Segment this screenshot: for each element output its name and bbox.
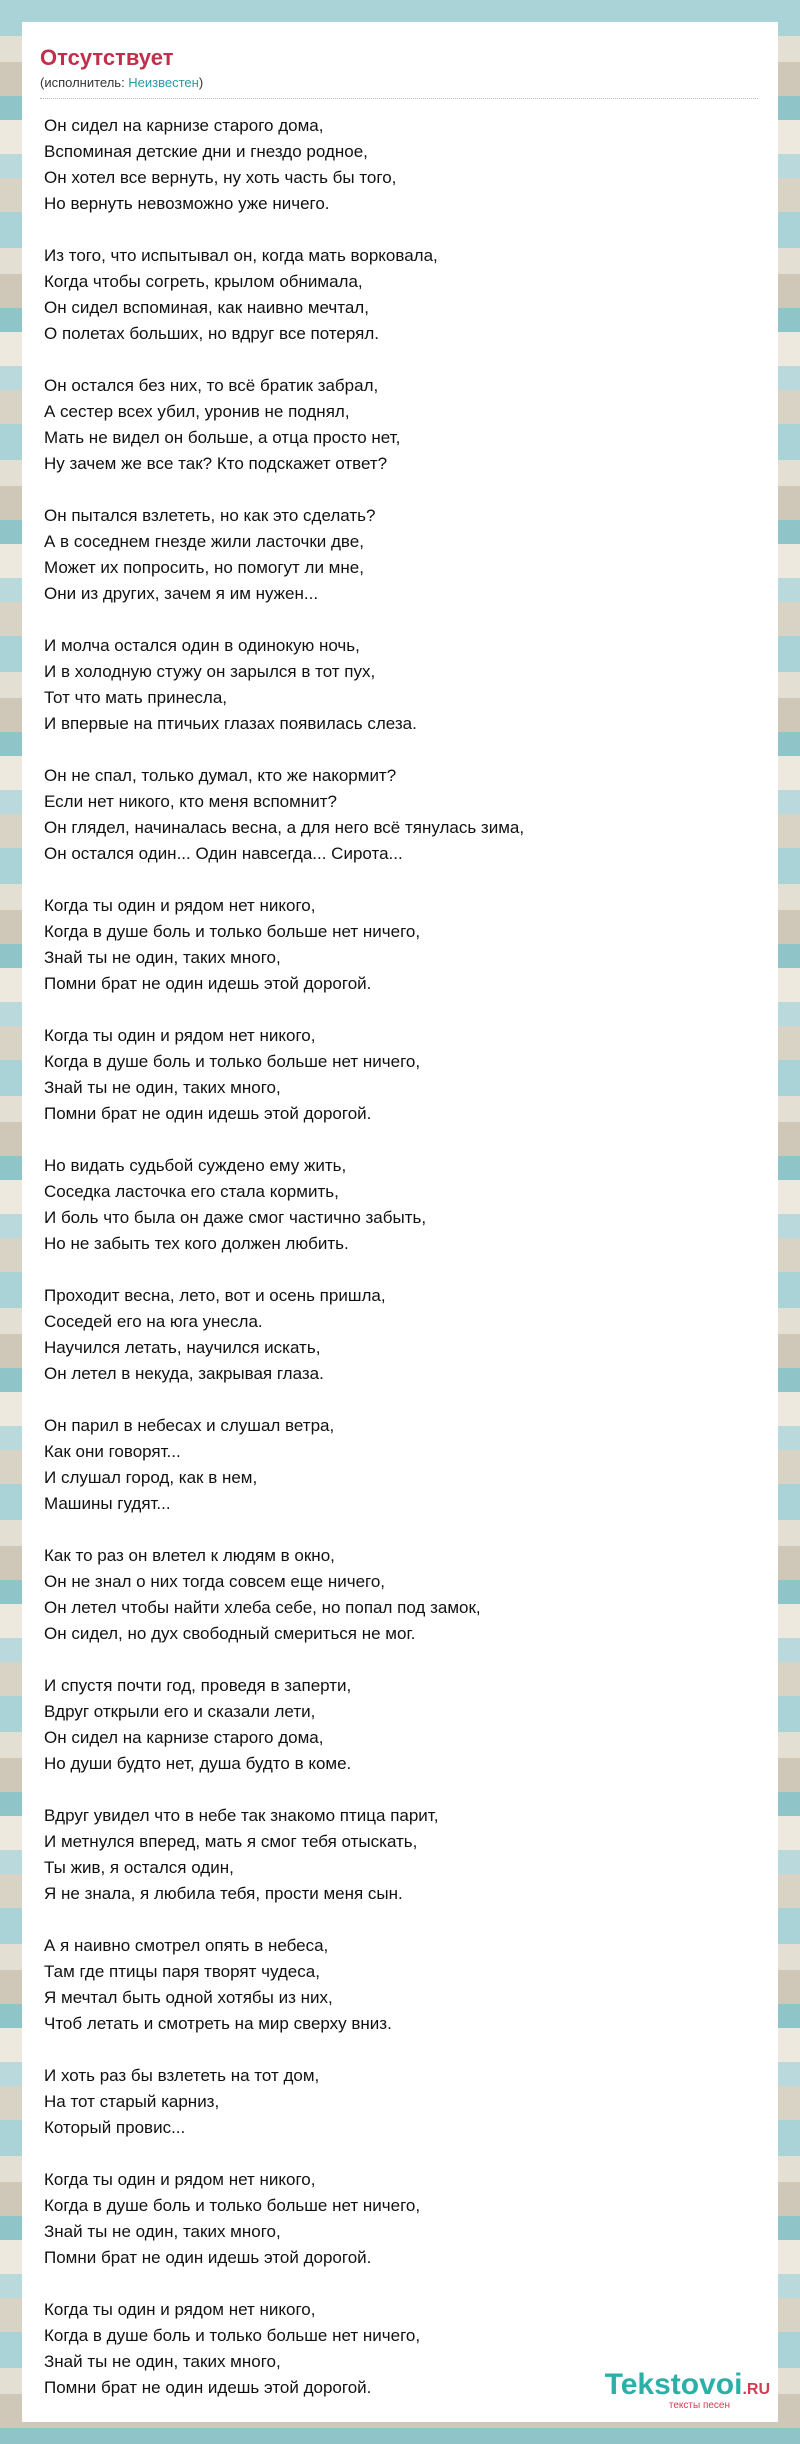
lyrics-stanza xyxy=(44,243,758,347)
lyrics-line: А в соседнем гнезде жили ласточки две, xyxy=(44,532,364,551)
lyrics-line: А я наивно смотрел опять в небеса, xyxy=(44,1936,329,1955)
lyrics-line: И молча остался один в одинокую ночь, xyxy=(44,636,360,655)
lyrics-line: Из того, что испытывал он, когда мать ворковала, xyxy=(44,246,438,265)
lyrics-line: Когда в душе боль и только больше нет ничего, xyxy=(44,1052,421,1071)
lyrics-stanza xyxy=(44,373,758,477)
title-divider xyxy=(40,98,758,99)
lyrics-line: Знай ты не один, таких много, xyxy=(44,2222,281,2241)
lyrics-line: Когда чтобы согреть, крылом обнимала, xyxy=(44,272,363,291)
lyrics-line: И хоть раз бы взлететь на тот дом, xyxy=(44,2066,320,2085)
lyrics-stanza xyxy=(44,1413,758,1517)
song-title: Отсутствует xyxy=(40,45,174,70)
lyrics-stanza xyxy=(44,1803,758,1907)
lyrics-line: Он не знал о них тогда совсем еще ничего, xyxy=(44,1572,386,1591)
lyrics-line: Когда ты один и рядом нет никого, xyxy=(44,2170,316,2189)
lyrics-line: Может их попросить, но помогут ли мне, xyxy=(44,558,364,577)
lyrics-line: Соседей его на юга унесла. xyxy=(44,1312,263,1331)
lyrics-line: Тот что мать принесла, xyxy=(44,688,228,707)
lyrics-line: Он летел в некуда, закрывая глаза. xyxy=(44,1364,324,1383)
lyrics-stanza xyxy=(44,1283,758,1387)
lyrics-line: Но не забыть тех кого должен любить. xyxy=(44,1234,349,1253)
lyrics-line: И спустя почти год, проведя в заперти, xyxy=(44,1676,352,1695)
lyrics-line: И метнулся вперед, мать я смог тебя отыскать, xyxy=(44,1832,418,1851)
lyrics-line: Он сидел на карнизе старого дома, xyxy=(44,1728,324,1747)
lyrics-line: Он парил в небесах и слушал ветра, xyxy=(44,1416,335,1435)
lyrics-line: Помни брат не один идешь этой дорогой. xyxy=(44,2378,372,2397)
lyrics-line: Научился летать, научился искать, xyxy=(44,1338,321,1357)
lyrics-line: Мать не видел он больше, а отца просто нет, xyxy=(44,428,401,447)
lyrics-line: Машины гудят... xyxy=(44,1494,171,1513)
logo-name: Tekstovoi xyxy=(604,2368,743,2401)
lyrics-line: Знай ты не один, таких много, xyxy=(44,1078,281,1097)
lyrics-stanza xyxy=(44,1153,758,1257)
logo-tagline: тексты песен xyxy=(668,2400,730,2411)
lyrics-line: Ты жив, я остался один, xyxy=(44,1858,234,1877)
lyrics-stanza xyxy=(44,1023,758,1127)
lyrics-line: И слушал город, как в нем, xyxy=(44,1468,258,1487)
lyrics-line: Но видать судьбой суждено ему жить, xyxy=(44,1156,347,1175)
lyrics-line: Я мечтал быть одной хотябы из них, xyxy=(44,1988,333,2007)
lyrics-line: Когда ты один и рядом нет никого, xyxy=(44,2300,316,2319)
lyrics-line: Он глядел, начиналась весна, а для него всё тянулась зима, xyxy=(44,818,525,837)
lyrics-line: Соседка ласточка его стала кормить, xyxy=(44,1182,339,1201)
lyrics-body xyxy=(40,113,758,2401)
lyrics-stanza xyxy=(44,893,758,997)
lyrics-line: О полетах больших, но вдруг все потерял. xyxy=(44,324,379,343)
lyrics-stanza xyxy=(44,503,758,607)
lyrics-line: Проходит весна, лето, вот и осень пришла, xyxy=(44,1286,386,1305)
lyrics-card xyxy=(22,22,778,2422)
lyrics-line: А сестер всех убил, уронив не поднял, xyxy=(44,402,350,421)
lyrics-line: Когда ты один и рядом нет никого, xyxy=(44,1026,316,1045)
lyrics-line: Он пытался взлететь, но как это сделать? xyxy=(44,506,376,525)
logo-tld: .RU xyxy=(742,2381,770,2398)
lyrics-line: Вдруг открыли его и сказали лети, xyxy=(44,1702,316,1721)
lyrics-line: На тот старый карниз, xyxy=(44,2092,220,2111)
lyrics-line: Ну зачем же все так? Кто подскажет ответ? xyxy=(44,454,388,473)
lyrics-line: Когда в душе боль и только больше нет ничего, xyxy=(44,922,421,941)
lyrics-line: Когда ты один и рядом нет никого, xyxy=(44,896,316,915)
lyrics-line: Но вернуть невозможно уже ничего. xyxy=(44,194,330,213)
lyrics-line: Чтоб летать и смотреть на мир сверху вниз. xyxy=(44,2014,392,2033)
lyrics-stanza xyxy=(44,2063,758,2141)
lyrics-line: Как то раз он влетел к людям в окно, xyxy=(44,1546,335,1565)
lyrics-stanza xyxy=(44,633,758,737)
artist-link[interactable]: Неизвестен xyxy=(128,75,199,90)
artist-prefix: (исполнитель: xyxy=(40,75,129,90)
lyrics-line: Знай ты не один, таких много, xyxy=(44,948,281,967)
lyrics-stanza xyxy=(44,113,758,217)
lyrics-line: Он остался без них, то всё братик забрал, xyxy=(44,376,379,395)
lyrics-line: Он сидел на карнизе старого дома, xyxy=(44,116,324,135)
site-logo[interactable] xyxy=(605,2370,770,2412)
artist-suffix: ) xyxy=(198,75,204,90)
lyrics-line: Знай ты не один, таких много, xyxy=(44,2352,281,2371)
lyrics-line: И впервые на птичьих глазах появилась слеза. xyxy=(44,714,417,733)
lyrics-line: Как они говорят... xyxy=(44,1442,181,1461)
song-artist-line xyxy=(40,74,758,92)
lyrics-line: И в холодную стужу он зарылся в тот пух, xyxy=(44,662,376,681)
lyrics-line: Если нет никого, кто меня вспомнит? xyxy=(44,792,337,811)
lyrics-line: Помни брат не один идешь этой дорогой. xyxy=(44,974,372,993)
lyrics-line: И боль что была он даже смог частично забыть, xyxy=(44,1208,427,1227)
lyrics-line: Там где птицы паря творят чудеса, xyxy=(44,1962,320,1981)
lyrics-line: Он сидел, но дух свободный смериться не мог. xyxy=(44,1624,416,1643)
lyrics-stanza xyxy=(44,2167,758,2271)
lyrics-line: Он летел чтобы найти хлеба себе, но попал под замок, xyxy=(44,1598,481,1617)
lyrics-line: Помни брат не один идешь этой дорогой. xyxy=(44,1104,372,1123)
lyrics-line: Когда в душе боль и только больше нет ничего, xyxy=(44,2196,421,2215)
lyrics-line: Вспоминая детские дни и гнездо родное, xyxy=(44,142,368,161)
lyrics-line: Я не знала, я любила тебя, прости меня сын. xyxy=(44,1884,403,1903)
lyrics-line: Они из других, зачем я им нужен... xyxy=(44,584,319,603)
lyrics-stanza xyxy=(44,1673,758,1777)
lyrics-stanza xyxy=(44,763,758,867)
lyrics-stanza xyxy=(44,1543,758,1647)
lyrics-line: Он хотел все вернуть, ну хоть часть бы того, xyxy=(44,168,397,187)
lyrics-line: Он сидел вспоминая, как наивно мечтал, xyxy=(44,298,369,317)
lyrics-line: Помни брат не один идешь этой дорогой. xyxy=(44,2248,372,2267)
lyrics-line: Когда в душе боль и только больше нет ничего, xyxy=(44,2326,421,2345)
lyrics-stanza xyxy=(44,1933,758,2037)
lyrics-line: Он остался один... Один навсегда... Сирота... xyxy=(44,844,403,863)
lyrics-line: Который провис... xyxy=(44,2118,186,2137)
lyrics-line: Он не спал, только думал, кто же накормит? xyxy=(44,766,397,785)
lyrics-line: Вдруг увидел что в небе так знакомо птица парит, xyxy=(44,1806,439,1825)
lyrics-line: Но души будто нет, душа будто в коме. xyxy=(44,1754,352,1773)
